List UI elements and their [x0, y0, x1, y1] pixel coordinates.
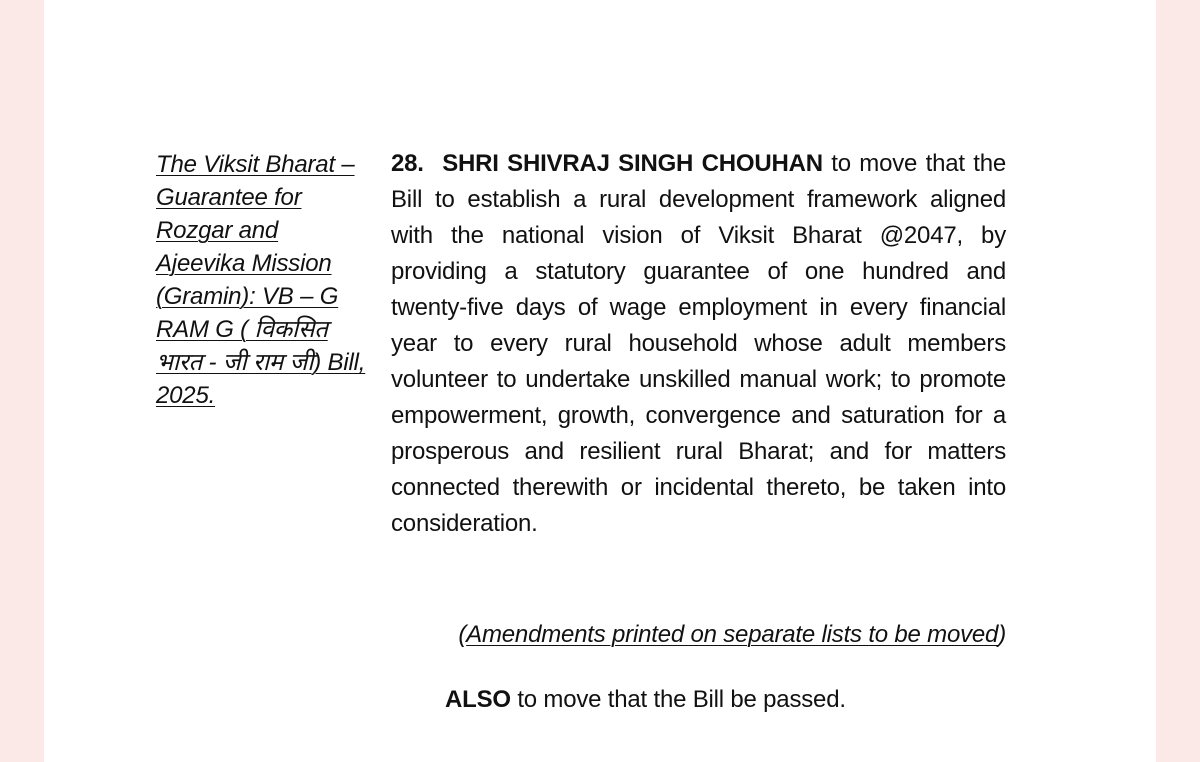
- also-label: ALSO: [445, 686, 511, 713]
- motion-number: 28.: [391, 150, 424, 177]
- motion-paragraph: [391, 146, 1006, 542]
- amendments-close-paren: ): [998, 621, 1006, 648]
- also-motion: [445, 684, 846, 716]
- mover-name: SHRI SHIVRAJ SINGH CHOUHAN: [442, 150, 823, 177]
- also-text: to move that the Bill be passed.: [517, 686, 846, 713]
- bill-title-margin-note: The Viksit Bharat – Guarantee for Rozgar and Ajeevika Mission (Gramin): VB – G RAM G ( विकसित भारत - जी राम जी) Bill, 2025.: [156, 151, 366, 409]
- amendments-open-paren: (: [458, 621, 467, 648]
- document-page: [44, 0, 1156, 762]
- amendments-text: Amendments printed on separate lists to be moved: [466, 621, 999, 648]
- amendments-note: [391, 619, 1006, 651]
- motion-text: to move that the Bill to establish a rural development framework aligned with the national vision of Viksit Bharat @2047, by providing a statutory guarantee of one hundred and twenty-five days of wage employment in every financial year to every rural household whose adult members volunteer to undertake unskilled manual work; to promote empowerment, growth, convergence and saturation for a prosperous and resilient rural Bharat; and for matters connected therewith or incidental thereto, be taken into consideration.: [391, 150, 1007, 537]
